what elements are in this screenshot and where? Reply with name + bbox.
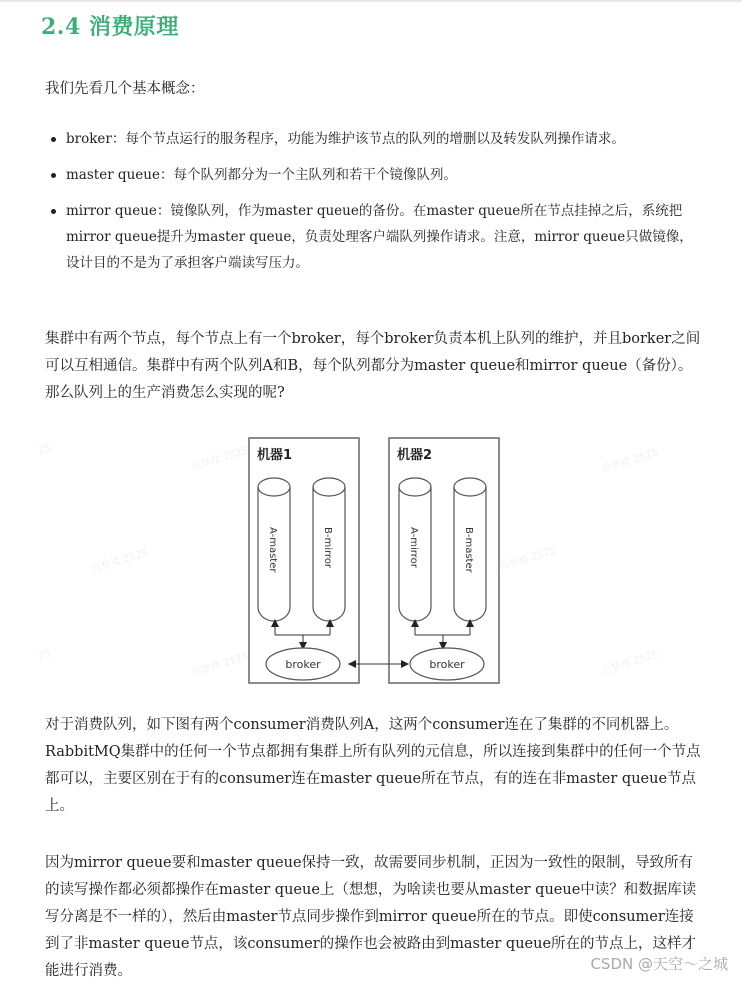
consumer-paragraph: 对于消费队列，如下图有两个consumer消费队列A，这两个consumer连在了集群的不同机器上。RabbitMQ集群中的任何一个节点都拥有集群上所有队列的元信息，所以连接到集群中的任何一个节点都可以，主要区别在于有的consumer连在master queue所在节点，有的连在非master queue节点上。: [45, 717, 701, 814]
queue-label: A-master: [267, 527, 278, 573]
machine-1-label: 机器1: [257, 448, 293, 463]
watermark: 吕梦楼 2525: [600, 447, 660, 476]
broker-label: broker: [429, 658, 465, 671]
watermark: 吕梦楼 2525: [190, 651, 250, 680]
intro-text: 我们先看几个基本概念：: [45, 81, 205, 97]
watermark: 吕梦楼 2525: [600, 649, 660, 678]
machine-2: [389, 438, 499, 683]
queue-cylinder: [258, 478, 290, 621]
broker-link-arrow: [348, 660, 409, 668]
queue-label: A-mirror: [408, 527, 419, 568]
machine-1: [249, 438, 359, 683]
machine-2-label: 机器2: [397, 448, 433, 463]
queue-label: B-master: [463, 527, 474, 573]
queue-cylinder: [399, 478, 431, 621]
concept-item-mirror-queue: mirror queue：镜像队列，作为master queue的备份。在master queue所在节点挂掉之后，系统把mirror queue提升为master queue，负责处理客户端队列操作请求。注意，mirror queue只做镜像，设计目的不是为了承担客户端读写压力。: [45, 198, 695, 276]
queue-cylinder: [313, 478, 345, 621]
watermark: 25: [36, 442, 53, 457]
watermark: 吕梦楼 2525: [90, 547, 150, 576]
cluster-paragraph: 集群中有两个节点，每个节点上有一个broker，每个broker负责本机上队列的维护，并且borker之间可以互相通信。集群中有两个队列A和B，每个队列都分为master queue和mirror queue（备份）。那么队列上的生产消费怎么实现的呢?: [45, 331, 701, 401]
queue-label: B-mirror: [322, 527, 333, 569]
section-heading: 2.4 消费原理: [41, 14, 179, 40]
concept-item-broker: broker：每个节点运行的服务程序，功能为维护该节点的队列的增删以及转发队列操作请求。: [45, 126, 695, 152]
watermark: 25: [36, 648, 53, 663]
watermark: 吕梦楼 2525: [190, 445, 250, 474]
top-divider: [0, 0, 742, 2]
concept-list: [45, 126, 695, 276]
concept-item-master-queue: master queue：每个队列都分为一个主队列和若干个镜像队列。: [45, 162, 695, 188]
csdn-watermark: CSDN @天空～之城: [590, 955, 728, 973]
broker-label: broker: [285, 658, 321, 671]
watermark: 吕梦楼 2525: [498, 545, 558, 574]
sync-paragraph: 因为mirror queue要和master queue保持一致，故需要同步机制，正因为一致性的限制，导致所有的读写操作都必须都操作在master queue上（想想，为啥读也要从master queue中读？和数据库读写分离是不一样的），然后由master节点同步操作到mirror queue所在的节点。即使consumer连接到了非master queue节点，该consumer的操作也会被路由到master queue所在的节点上，这样才能进行消费。: [45, 855, 697, 979]
cluster-diagram: [248, 437, 512, 685]
queue-cylinder: [454, 478, 486, 621]
